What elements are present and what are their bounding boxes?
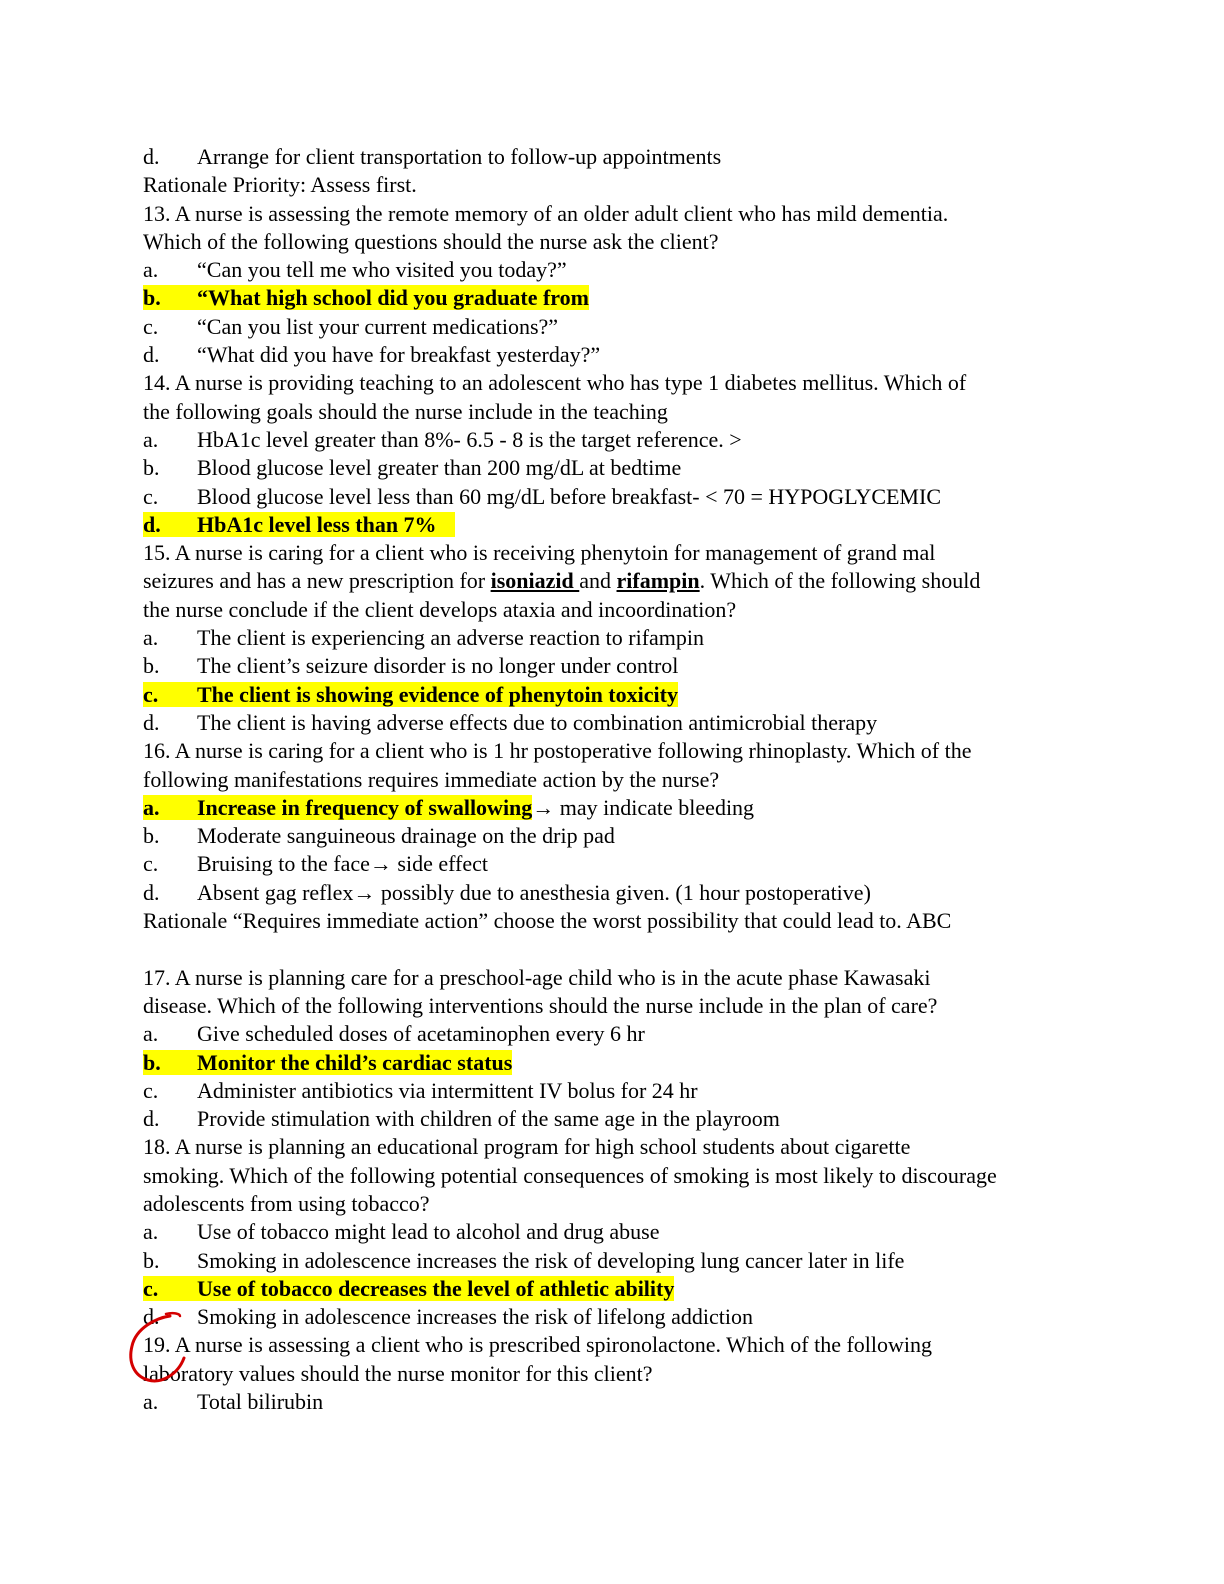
q13-option-c: c. “Can you list your current medications?”: [143, 313, 559, 339]
q13-option-d: d. “What did you have for breakfast yesterday?”: [143, 342, 601, 368]
question-18-stem: 18. A nurse is planning an educational program for high school students about cigarette: [143, 1134, 911, 1160]
blank-line: [143, 935, 1103, 963]
question-16-stem-cont: following manifestations requires immediate action by the nurse?: [143, 766, 720, 792]
q14-option-b: b. Blood glucose level greater than 200 mg/dL at bedtime: [143, 455, 682, 481]
q16-option-c: c. Bruising to the face→ side effect: [143, 851, 488, 877]
q15-option-c-answer: c. The client is showing evidence of phenytoin toxicity: [143, 681, 678, 707]
q15-option-b: b. The client’s seizure disorder is no longer under control: [143, 653, 679, 679]
question-19-stem: 19. A nurse is assessing a client who is prescribed spironolactone. Which of the following: [143, 1332, 933, 1358]
q14-option-a: a. HbA1c level greater than 8%- 6.5 - 8 is the target reference. >: [143, 426, 742, 452]
question-18-stem-cont2: adolescents from using tobacco?: [143, 1190, 430, 1216]
q16-option-a-answer: a. Increase in frequency of swallowing→ may indicate bleeding: [143, 794, 755, 820]
q17-option-a: a. Give scheduled doses of acetaminophen every 6 hr: [143, 1021, 645, 1047]
drug-rifampin: rifampin: [616, 568, 700, 594]
q17-option-b-answer: b. Monitor the child’s cardiac status: [143, 1049, 513, 1075]
q17-option-c: c. Administer antibiotics via intermittent IV bolus for 24 hr: [143, 1077, 698, 1103]
q15-option-d: d. The client is having adverse effects due to combination antimicrobial therapy: [143, 709, 878, 735]
question-16-stem: 16. A nurse is caring for a client who is 1 hr postoperative following rhinoplasty. Which of the: [143, 738, 972, 764]
q16-option-d: d. Absent gag reflex→ possibly due to anesthesia given. (1 hour postoperative): [143, 879, 871, 905]
q15-option-a: a. The client is experiencing an adverse reaction to rifampin: [143, 625, 705, 651]
question-14-stem: 14. A nurse is providing teaching to an adolescent who has type 1 diabetes mellitus. Which of: [143, 370, 967, 396]
q16-option-b: b. Moderate sanguineous drainage on the drip pad: [143, 823, 615, 849]
q14-option-d-answer: d. HbA1c level less than 7%: [143, 511, 1103, 539]
question-19-stem-cont: laboratory values should the nurse monitor for this client?: [143, 1360, 653, 1386]
q18-option-d: d. Smoking in adolescence increases the risk of lifelong addiction: [143, 1304, 753, 1330]
q13-option-a: a. “Can you tell me who visited you today?”: [143, 257, 567, 283]
q18-option-a: a. Use of tobacco might lead to alcohol and drug abuse: [143, 1219, 660, 1245]
question-15-stem: 15. A nurse is caring for a client who is receiving phenytoin for management of grand mal: [143, 540, 936, 566]
question-15-stem-cont2: the nurse conclude if the client develops ataxia and incoordination?: [143, 596, 737, 622]
q16-rationale: Rationale “Requires immediate action” choose the worst possibility that could lead to. ABC: [143, 908, 952, 934]
question-14-stem-cont: the following goals should the nurse include in the teaching: [143, 398, 668, 424]
question-13-stem-cont: Which of the following questions should the nurse ask the client?: [143, 228, 719, 254]
question-15-stem-cont: seizures and has a new prescription for isoniazid and rifampin. Which of the following should: [143, 568, 981, 594]
q13-option-b-answer: b. “What high school did you graduate from: [143, 285, 589, 311]
q18-option-b: b. Smoking in adolescence increases the risk of developing lung cancer later in life: [143, 1247, 905, 1273]
question-17-stem-cont: disease. Which of the following interventions should the nurse include in the plan of care?: [143, 992, 938, 1018]
question-13-stem: 13. A nurse is assessing the remote memory of an older adult client who has mild dementia.: [143, 200, 949, 226]
question-18-stem-cont: smoking. Which of the following potential consequences of smoking is most likely to discourage: [143, 1162, 997, 1188]
drug-isoniazid: isoniazid: [490, 568, 580, 594]
option-line: d. Arrange for client transportation to follow-up appointments: [143, 144, 722, 169]
document-page: [143, 143, 1103, 1416]
q18-option-c-answer: c. Use of tobacco decreases the level of athletic ability: [143, 1275, 675, 1301]
q17-option-d: d. Provide stimulation with children of the same age in the playroom: [143, 1106, 780, 1132]
question-17-stem: 17. A nurse is planning care for a preschool-age child who is in the acute phase Kawasaki: [143, 964, 931, 990]
q19-option-a: a. Total bilirubin: [143, 1389, 324, 1415]
q14-option-c: c. Blood glucose level less than 60 mg/dL before breakfast- < 70 = HYPOGLYCEMIC: [143, 483, 941, 509]
rationale-line: Rationale Priority: Assess first.: [143, 172, 417, 198]
